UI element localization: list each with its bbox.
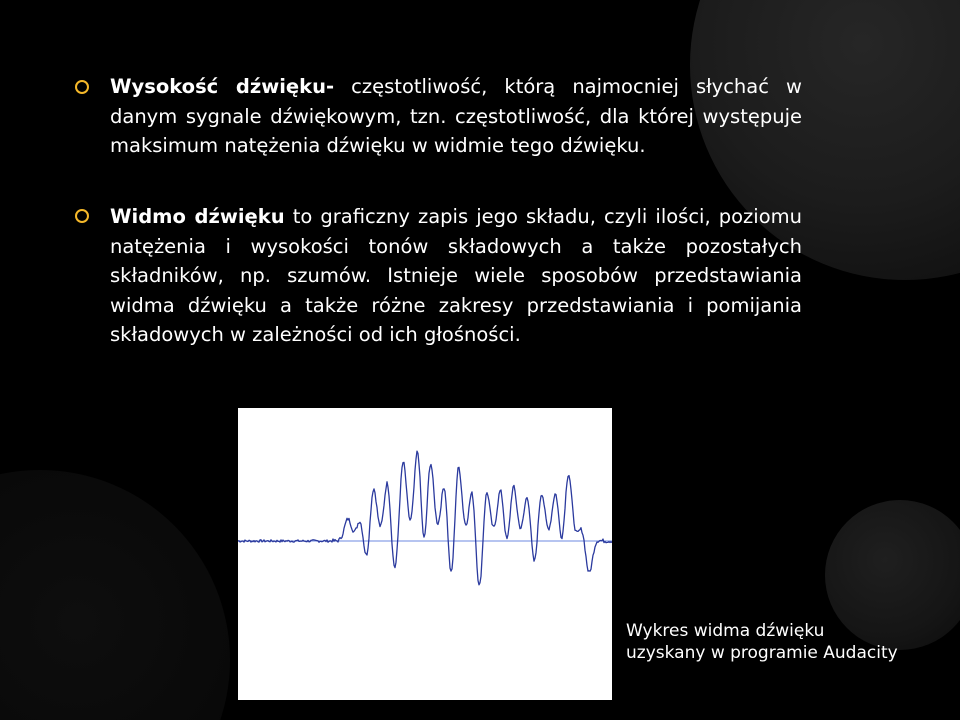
waveform-trace (238, 451, 612, 585)
definition-spectrum: to graficzny zapis jego składu, czyli ilości, poziomu natężenia i wysokości tonów składowych a także pozostałych składników, np. szumów. Istnieje wiele sposobów przedstawiania widma dźwięku a także różne zakresy przedstawiania i pomijania składowych w zależności od ich głośności. (110, 205, 802, 346)
decorative-circle-bottom-left (0, 470, 230, 720)
term-spectrum: Widmo dźwięku (110, 205, 285, 228)
waveform-graphic (238, 408, 612, 700)
image-caption (626, 620, 946, 664)
definition-pitch: częstotliwość, którą najmocniej słychać w danym sygnale dźwiękowym, tzn. częstotliwość, dla której występuje maksimum natężenia dźwięku w widmie tego dźwięku. (110, 75, 802, 157)
bullet-ring-icon (75, 80, 89, 94)
term-pitch: Wysokość dźwięku- (110, 75, 335, 98)
spectrum-waveform-image (238, 408, 612, 700)
bullet-ring-icon (75, 209, 89, 223)
bullet-paragraph-pitch (110, 72, 802, 161)
bullet-paragraph-spectrum (110, 202, 802, 350)
caption-line-1: Wykres widma dźwięku (626, 621, 825, 641)
caption-line-2: uzyskany w programie Audacity (626, 643, 898, 663)
